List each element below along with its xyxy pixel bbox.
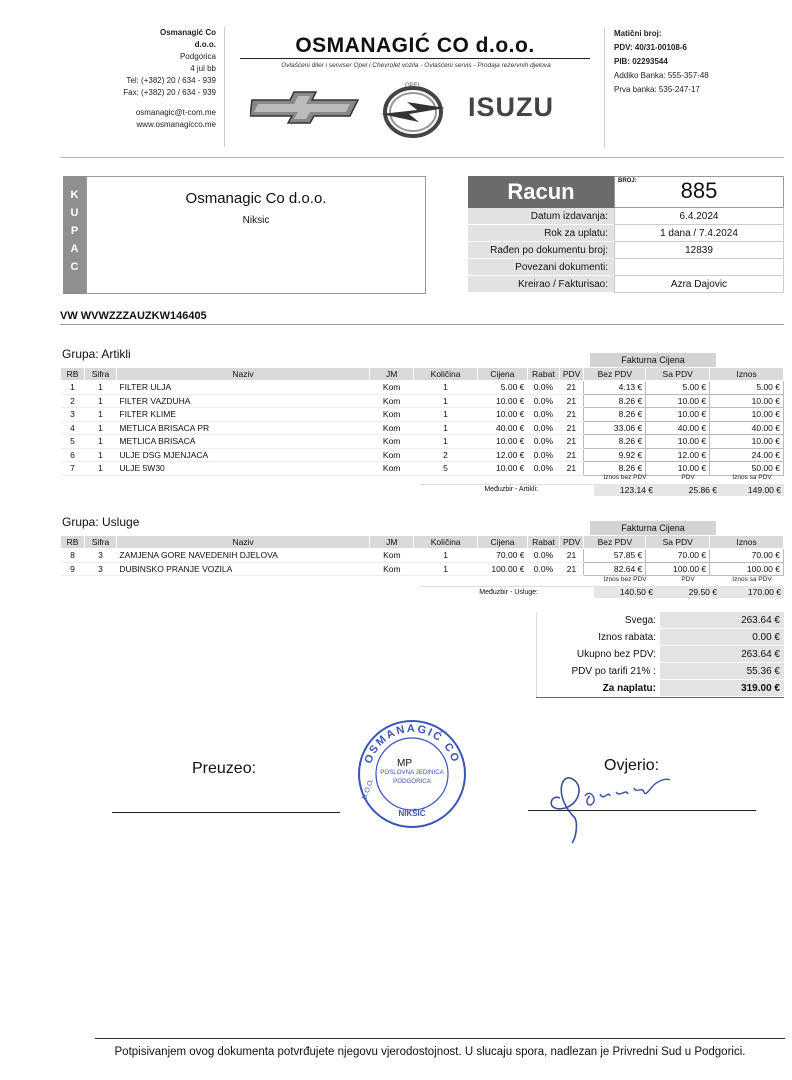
invoice-row-value: [614, 259, 784, 276]
pdv-number: PDV: 40/31-00108-6: [614, 43, 687, 52]
cell-sifra: 3: [84, 562, 116, 576]
company-name-1: Osmanagić Co: [159, 28, 216, 37]
cell-iznos: 10.00 €: [710, 408, 784, 422]
totals-rule: [536, 697, 784, 698]
cell-pdv: 21: [559, 381, 583, 395]
table-row: [61, 435, 784, 449]
company-fax: Fax: (+382) 20 / 634 - 939: [123, 88, 216, 97]
company-name-2: d.o.o.: [194, 40, 216, 49]
invoice-number-label: BROJ:: [618, 178, 637, 184]
cell-bez-pdv: 9.92 €: [584, 448, 646, 462]
kupac-letter: P: [70, 225, 79, 237]
cell-sa-pdv: 40.00 €: [646, 421, 710, 435]
table-row: [61, 462, 784, 476]
col-sifra: Sifra: [84, 368, 116, 381]
invoice-row: [468, 225, 784, 242]
cell-rb: 6: [61, 448, 85, 462]
cell-sifra: 1: [84, 435, 116, 449]
total-label: Iznos rabata:: [536, 629, 660, 646]
cell-sifra: 1: [84, 421, 116, 435]
cell-kolicina: 1: [414, 394, 478, 408]
company-stamp-icon: [356, 718, 468, 830]
received-signature-line: [112, 812, 340, 813]
opel-logo-icon: [377, 80, 449, 140]
col-sifra: Sifra: [84, 536, 116, 549]
cell-bez-pdv: 8.26 €: [584, 394, 646, 408]
col-rb: RB: [61, 536, 85, 549]
group-title: Grupa: Artikli: [62, 347, 131, 361]
cell-cijena: 70.00 €: [478, 549, 528, 563]
cell-sifra: 1: [84, 394, 116, 408]
total-value: 55.36 €: [660, 663, 784, 680]
total-value: 263.64 €: [660, 646, 784, 663]
cell-iznos: 70.00 €: [710, 549, 784, 563]
col-kolicina: Količina: [414, 368, 478, 381]
table-row: [61, 549, 784, 563]
cell-cijena: 40.00 €: [477, 421, 527, 435]
cell-sa-pdv: 100.00 €: [646, 562, 710, 576]
cell-naziv: FILTER KLIME: [116, 408, 369, 422]
subtotal-pdv-label: PDV: [681, 576, 695, 583]
company-info: [96, 27, 216, 131]
cell-rabat: 0.0%: [527, 435, 559, 449]
cell-pdv: 21: [559, 462, 583, 476]
cell-naziv: METLICA BRISACA PR: [116, 421, 369, 435]
subtotal-pdv-label: PDV: [681, 474, 695, 481]
table-header-row: [61, 368, 784, 381]
invoice-row-label: Rađen po dokumentu broj:: [468, 242, 614, 259]
cell-pdv: 21: [559, 562, 583, 576]
table-row: [61, 381, 784, 395]
svg-text:OPEL: OPEL: [404, 83, 422, 89]
svg-text:OSMANAGIĆ CO: [362, 723, 461, 765]
stamp-bottom-text: NIKŠIĆ: [398, 809, 426, 818]
col-pdv: PDV: [559, 536, 583, 549]
cell-naziv: ULJE 5W30: [116, 462, 369, 476]
cell-sa-pdv: 10.00 €: [646, 462, 710, 476]
bank-1: Addiko Banka: 555-357-48: [614, 71, 709, 80]
kupac-letter: K: [70, 189, 79, 201]
invoice-row-value: Azra Dajovic: [614, 276, 784, 293]
kupac-letter: U: [70, 207, 79, 219]
vin-rule: [60, 324, 784, 325]
col-cijena: Cijena: [477, 368, 527, 381]
cell-naziv: ULJE DSG MJENJACA: [116, 448, 369, 462]
col-rabat: Rabat: [527, 368, 559, 381]
invoice-title: Racun: [468, 176, 614, 208]
isuzu-logo: ISUZU: [468, 92, 554, 122]
table-row: [61, 421, 784, 435]
invoice-row-value: 12839: [614, 242, 784, 259]
handwritten-signature-icon: [540, 768, 690, 848]
company-city: Podgorica: [179, 52, 216, 61]
total-row: [536, 629, 784, 646]
total-row: [536, 663, 784, 680]
cell-kolicina: 1: [414, 381, 478, 395]
cell-sifra: 1: [84, 408, 116, 422]
cell-kolicina: 1: [414, 549, 478, 563]
company-registration: [614, 27, 784, 97]
cell-rb: 9: [61, 562, 85, 576]
header-divider-left: [224, 27, 225, 147]
total-row: [536, 646, 784, 663]
cell-iznos: 50.00 €: [710, 462, 784, 476]
verified-signature-line: [528, 810, 756, 811]
cell-sifra: 1: [84, 448, 116, 462]
col-rabat: Rabat: [528, 536, 560, 549]
table-row: [61, 562, 784, 576]
cell-kolicina: 2: [414, 448, 478, 462]
stamp-top-text: OSMANAGIĆ CO: [362, 722, 462, 766]
company-tel: Tel: (+382) 20 / 634 - 939: [126, 76, 216, 85]
cell-jm: Kom: [370, 435, 414, 449]
cell-rabat: 0.0%: [528, 549, 560, 563]
grand-total-value: 319.00 €: [660, 680, 784, 697]
cell-naziv: FILTER ULJA: [116, 381, 369, 395]
subtotal-sa: 149.00 €: [720, 484, 784, 496]
subtotal-bez-label: Iznos bez PDV: [603, 576, 647, 583]
col-naziv: Naziv: [116, 536, 369, 549]
invoice-row-label: Kreirao / Fakturisao:: [468, 276, 614, 293]
table-row: [61, 408, 784, 422]
cell-kolicina: 5: [414, 462, 478, 476]
subtotal-sa-label: Iznos sa PDV: [732, 576, 772, 583]
cell-iznos: 100.00 €: [710, 562, 784, 576]
col-kolicina: Količina: [414, 536, 478, 549]
invoice-row: [468, 242, 784, 259]
cell-cijena: 10.00 €: [477, 435, 527, 449]
cell-jm: Kom: [370, 562, 414, 576]
cell-pdv: 21: [559, 448, 583, 462]
cell-sa-pdv: 12.00 €: [646, 448, 710, 462]
subtotal-bez: 123.14 €: [594, 484, 656, 496]
cell-iznos: 10.00 €: [710, 435, 784, 449]
invoice-row-value: 6.4.2024: [614, 208, 784, 225]
cell-naziv: FILTER VAZDUHA: [116, 394, 369, 408]
cell-sa-pdv: 5.00 €: [646, 381, 710, 395]
company-web: www.osmanagicco.me: [136, 120, 216, 129]
col-sa-pdv: Sa PDV: [646, 536, 710, 549]
table-header-row: [61, 536, 784, 549]
cell-jm: Kom: [370, 462, 414, 476]
cell-jm: Kom: [370, 381, 414, 395]
cell-iznos: 10.00 €: [710, 394, 784, 408]
banner-underline: [240, 58, 590, 59]
total-value: 0.00 €: [660, 629, 784, 646]
cell-rb: 8: [61, 549, 85, 563]
cell-iznos: 24.00 €: [710, 448, 784, 462]
items-table-usluge: [60, 535, 784, 576]
group-title: Grupa: Usluge: [62, 515, 140, 529]
col-jm: JM: [370, 368, 414, 381]
cell-naziv: DUBINSKO PRANJE VOZILA: [116, 562, 369, 576]
stamp-center-1: POSLOVNA JEDINICA: [380, 769, 444, 776]
col-iznos: Iznos: [710, 536, 784, 549]
cell-bez-pdv: 57.85 €: [584, 549, 646, 563]
cell-cijena: 10.00 €: [477, 462, 527, 476]
subtotal-pdv: 25.86 €: [656, 484, 720, 496]
kupac-label-strip: [63, 176, 86, 294]
subtotal-bez: 140.50 €: [594, 586, 656, 598]
total-value: 263.64 €: [660, 612, 784, 629]
items-table-artikli: [60, 367, 784, 476]
subtotal-pdv: 29.50 €: [656, 586, 720, 598]
cell-iznos: 40.00 €: [710, 421, 784, 435]
company-email: osmanagic@t-com.me: [135, 108, 216, 117]
total-row-grand: [536, 680, 784, 697]
col-sa-pdv: Sa PDV: [646, 368, 710, 381]
col-jm: JM: [370, 536, 414, 549]
cell-sifra: 3: [84, 549, 116, 563]
invoice-row: [468, 259, 784, 276]
cell-jm: Kom: [370, 408, 414, 422]
kupac-letter: C: [70, 261, 79, 273]
maticni-broj: Matični broj:: [614, 29, 662, 38]
cell-pdv: 21: [559, 408, 583, 422]
company-address: 4 jul bb: [190, 64, 216, 73]
col-rb: RB: [61, 368, 85, 381]
vehicle-vin: VW WVWZZZAUZKW146405: [60, 310, 207, 322]
banner-subtitle: Ovlašćeni diler i serviser Opel i Chevrolet vozila - Ovlašćeni servis - Prodaja rezervnih djelova: [281, 62, 551, 69]
pib-number: PIB: 02293544: [614, 57, 668, 66]
invoice-row-label: Datum izdavanja:: [468, 208, 614, 225]
cell-sa-pdv: 10.00 €: [646, 408, 710, 422]
total-label: Ukupno bez PDV:: [536, 646, 660, 663]
chevrolet-logo-icon: [250, 90, 360, 124]
cell-bez-pdv: 8.26 €: [584, 462, 646, 476]
buyer-name: Osmanagic Co d.o.o.: [185, 190, 327, 207]
cell-rb: 7: [61, 462, 85, 476]
table-row: [61, 448, 784, 462]
col-naziv: Naziv: [116, 368, 369, 381]
invoice-row: [468, 276, 784, 293]
cell-naziv: ZAMJENA GORE NAVEDENIH DJELOVA: [116, 549, 369, 563]
invoice-row-label: Povezani dokumenti:: [468, 259, 614, 276]
cell-jm: Kom: [370, 421, 414, 435]
cell-rb: 2: [61, 394, 85, 408]
fakturna-cijena-header: Fakturna Cijena: [590, 353, 716, 367]
col-iznos: Iznos: [710, 368, 784, 381]
cell-kolicina: 1: [414, 435, 478, 449]
cell-bez-pdv: 8.26 €: [584, 408, 646, 422]
cell-cijena: 10.00 €: [477, 394, 527, 408]
cell-kolicina: 1: [414, 408, 478, 422]
cell-rabat: 0.0%: [527, 421, 559, 435]
cell-kolicina: 1: [414, 562, 478, 576]
cell-rabat: 0.0%: [527, 381, 559, 395]
cell-cijena: 100.00 €: [478, 562, 528, 576]
cell-sifra: 1: [84, 381, 116, 395]
cell-rabat: 0.0%: [527, 448, 559, 462]
total-label: Svega:: [536, 612, 660, 629]
cell-rb: 4: [61, 421, 85, 435]
cell-rb: 1: [61, 381, 85, 395]
invoice-number: 885: [680, 178, 718, 203]
cell-naziv: METLICA BRISACA: [116, 435, 369, 449]
cell-pdv: 21: [559, 394, 583, 408]
buyer-city: Niksic: [242, 215, 270, 226]
cell-rabat: 0.0%: [527, 408, 559, 422]
subtotal-sa-label: Iznos sa PDV: [732, 474, 772, 481]
cell-sa-pdv: 10.00 €: [646, 435, 710, 449]
header-rule: [60, 157, 784, 158]
cell-bez-pdv: 82.64 €: [584, 562, 646, 576]
cell-jm: Kom: [370, 394, 414, 408]
cell-kolicina: 1: [414, 421, 478, 435]
col-bez-pdv: Bez PDV: [584, 368, 646, 381]
banner-title: OSMANAGIĆ CO d.o.o.: [295, 34, 535, 57]
verified-label: Ovjerio:: [604, 757, 660, 774]
footer-disclaimer: Potpisivanjem ovog dokumenta potvrđujete njegovu vjerodostojnost. U slucaju spora, nadlezan je Privredni Sud u Podgorici.: [114, 1046, 746, 1058]
cell-sa-pdv: 10.00 €: [646, 394, 710, 408]
col-bez-pdv: Bez PDV: [584, 536, 646, 549]
cell-sifra: 1: [84, 462, 116, 476]
mp-label: MP: [397, 758, 412, 769]
stamp-left-text: D.O.O.: [361, 777, 376, 801]
cell-bez-pdv: 33.06 €: [584, 421, 646, 435]
cell-rabat: 0.0%: [528, 562, 560, 576]
subtotal-bez-label: Iznos bez PDV: [603, 474, 647, 481]
cell-jm: Kom: [370, 549, 414, 563]
cell-pdv: 21: [559, 435, 583, 449]
subtotal-label: Međuzbir - Usluge:: [479, 589, 538, 596]
cell-rabat: 0.0%: [527, 462, 559, 476]
col-pdv: PDV: [559, 368, 583, 381]
kupac-letter: A: [70, 243, 79, 255]
grand-total-label: Za naplatu:: [536, 680, 660, 697]
cell-iznos: 5.00 €: [710, 381, 784, 395]
invoice-row-label: Rok za uplatu:: [468, 225, 614, 242]
subtotal-sa: 170.00 €: [720, 586, 784, 598]
cell-bez-pdv: 8.26 €: [584, 435, 646, 449]
cell-cijena: 5.00 €: [477, 381, 527, 395]
cell-pdv: 21: [559, 421, 583, 435]
bank-2: Prva banka: 535-247-17: [614, 85, 700, 94]
cell-cijena: 12.00 €: [477, 448, 527, 462]
received-label: Preuzeo:: [192, 760, 257, 777]
table-row: [61, 394, 784, 408]
col-cijena: Cijena: [478, 536, 528, 549]
cell-sa-pdv: 70.00 €: [646, 549, 710, 563]
invoice-row-value: 1 dana / 7.4.2024: [614, 225, 784, 242]
cell-pdv: 21: [559, 549, 583, 563]
cell-cijena: 10.00 €: [477, 408, 527, 422]
stamp-center-2: PODGORICA: [393, 778, 431, 785]
cell-bez-pdv: 4.13 €: [584, 381, 646, 395]
cell-jm: Kom: [370, 448, 414, 462]
cell-rb: 3: [61, 408, 85, 422]
cell-rabat: 0.0%: [527, 394, 559, 408]
cell-rb: 5: [61, 435, 85, 449]
fakturna-cijena-header: Fakturna Cijena: [590, 521, 716, 535]
invoice-row: [468, 208, 784, 225]
header-divider-right: [604, 27, 605, 147]
total-label: PDV po tarifi 21% :: [536, 663, 660, 680]
footer-rule: [95, 1038, 785, 1039]
subtotal-label: Međuzbir - Artikli:: [484, 486, 538, 493]
total-row: [536, 612, 784, 629]
